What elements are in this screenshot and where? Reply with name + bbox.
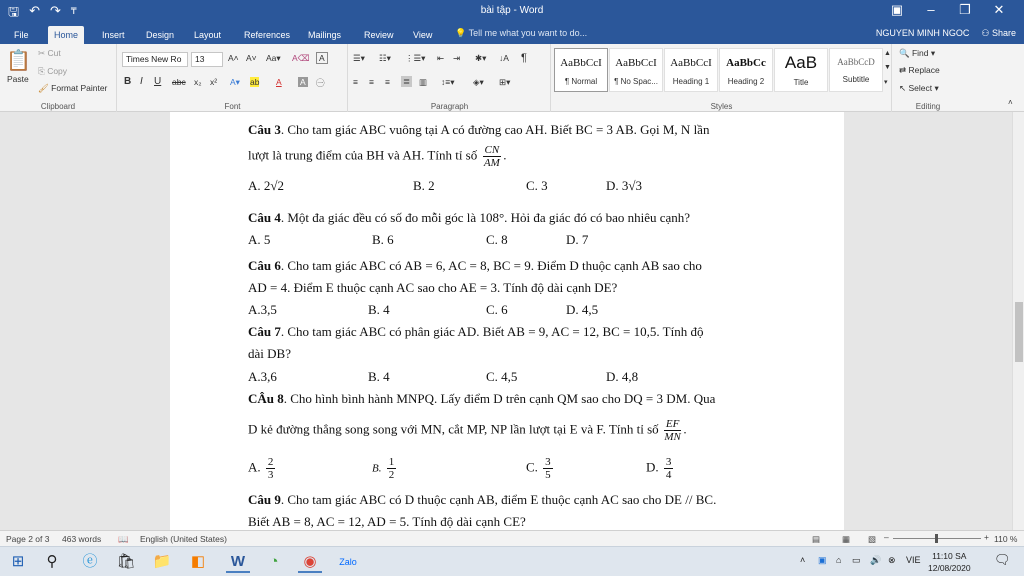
app-icon[interactable]: ◧: [190, 553, 206, 570]
web-layout-icon[interactable]: ▧: [868, 534, 877, 544]
style-normal[interactable]: [554, 48, 608, 92]
user-area: [876, 28, 1016, 39]
style-name: ¶ No Spac...: [614, 77, 658, 86]
italic-button[interactable]: I: [140, 76, 143, 87]
q8-d-letter: D.: [646, 459, 659, 475]
zoom-in-icon[interactable]: +: [984, 532, 989, 542]
align-center-icon[interactable]: ≡: [369, 77, 374, 87]
cursor-icon: ↖: [899, 83, 907, 93]
q8-line-2: D kẻ đường thẳng song song với MN, cắt MP, NP lần lượt tại E và F. Tính tỉ số $\frac{EF}{MN}$ .: [248, 418, 687, 443]
title-bar: [0, 0, 1024, 24]
minimize-button[interactable]: –: [927, 2, 935, 17]
show-marks-icon[interactable]: ¶: [521, 52, 527, 64]
ribbon-tabs: [0, 24, 1024, 44]
font-group: [118, 44, 348, 112]
q9-text-1: . Cho tam giác ABC có D thuộc cạnh AB, điểm E thuộc cạnh AC sao cho DE // BC.: [280, 492, 717, 507]
style-preview: AaBbCcD: [837, 57, 875, 67]
q8-frac-num: EF: [665, 418, 680, 430]
notification-icon[interactable]: 🗨: [994, 552, 1011, 567]
q8-frac-den: MN: [664, 431, 681, 443]
tell-me-text: Tell me what you want to do...: [468, 28, 588, 38]
zoom-level[interactable]: 110 %: [994, 534, 1018, 544]
q8-b-num: 1: [388, 456, 395, 468]
redo-icon[interactable]: ↷: [49, 3, 61, 18]
bullets-icon[interactable]: ☰▾: [353, 53, 365, 63]
q8-a-num: 2: [267, 456, 274, 468]
tab-file[interactable]: File: [14, 30, 29, 40]
shrink-font-icon[interactable]: A˅: [246, 53, 257, 63]
zoom-out-icon[interactable]: –: [884, 532, 889, 542]
style-name: Heading 1: [672, 77, 710, 86]
styles-label: Styles: [710, 102, 733, 111]
sort-icon[interactable]: ↓A: [499, 53, 509, 63]
replace-icon: ⇄: [899, 65, 907, 75]
char-border-icon[interactable]: A: [316, 52, 328, 64]
collapse-ribbon-icon[interactable]: ˄: [1008, 98, 1013, 107]
q8-a-den: 3: [267, 469, 274, 481]
q6-option-c: C. 6: [486, 302, 508, 317]
vertical-scrollbar[interactable]: [1012, 112, 1024, 530]
q3-option-c: C. 3: [526, 178, 548, 193]
volume-icon[interactable]: 🔊: [870, 555, 882, 565]
styles-group: [552, 44, 892, 112]
decrease-indent-icon[interactable]: ⇤: [437, 53, 445, 63]
q8-b-fraction: [387, 456, 397, 481]
q8-text-1: . Cho hình bình hành MNPQ. Lấy điểm D trên cạnh QM sao cho DQ = 3 DM. Qua: [283, 391, 716, 406]
editing-label: Editing: [915, 102, 941, 111]
q7-text-1: . Cho tam giác ABC có phân giác AD. Biết AB = 9, AC = 12, BC = 10,5. Tính độ: [280, 324, 704, 339]
ribbon-display-icon[interactable]: ▣: [890, 2, 904, 17]
q4-line-1: [248, 210, 690, 226]
brush-icon: 🖌: [38, 83, 49, 93]
shading-paragraph-icon[interactable]: ◈▾: [473, 77, 484, 87]
q3-frac-den: AM: [483, 157, 500, 169]
read-mode-icon[interactable]: ▤: [812, 534, 821, 544]
share-label: Share: [991, 28, 1016, 38]
tell-me-box[interactable]: [455, 28, 587, 39]
q8-option-a: [248, 456, 277, 481]
tab-layout[interactable]: Layout: [194, 30, 222, 40]
q6-line-2: AD = 4. Điểm E thuộc cạnh AC sao cho AE = 3. Tính độ dài cạnh DE?: [248, 280, 618, 295]
copy-label: Copy: [47, 66, 68, 76]
enclose-char-icon[interactable]: ㊀: [316, 78, 325, 88]
document-page[interactable]: [170, 112, 844, 530]
coccoc-icon[interactable]: ◔: [269, 553, 279, 570]
search-icon[interactable]: ⚲: [46, 553, 58, 570]
page-count[interactable]: Page 2 of 3: [6, 534, 50, 544]
style-no-spacing[interactable]: [609, 48, 663, 92]
font-label: Font: [224, 102, 241, 111]
align-left-icon[interactable]: ≡: [353, 77, 358, 87]
tray-chevron-icon[interactable]: ˄: [800, 555, 806, 565]
q6-option-b: B. 4: [368, 302, 390, 317]
cut-button[interactable]: [38, 48, 61, 59]
q8-option-b: [372, 456, 398, 481]
clock-time: 11:10 SA: [932, 551, 967, 561]
q3-head: Câu 3: [248, 122, 281, 137]
edge-icon[interactable]: ⓔ: [82, 553, 98, 570]
style-subtitle[interactable]: [829, 48, 883, 92]
q8-option-d: [646, 456, 675, 481]
language-indicator[interactable]: English (United States): [140, 534, 227, 544]
status-bar: [0, 530, 1024, 546]
battery-icon[interactable]: ▭: [852, 555, 861, 565]
ime-icon[interactable]: ⊗: [888, 555, 896, 565]
increase-indent-icon[interactable]: ⇥: [453, 53, 461, 63]
paragraph-group: [349, 44, 551, 112]
customize-qat-icon[interactable]: ₸: [70, 6, 77, 16]
format-painter-button[interactable]: [38, 83, 107, 94]
search-icon: 🔍: [899, 48, 910, 58]
shading-icon[interactable]: A: [300, 77, 306, 87]
taskbar: [0, 546, 1024, 576]
q3-line-1: [248, 122, 709, 138]
word-taskbar-icon[interactable]: W: [226, 551, 250, 573]
font-color-icon[interactable]: A: [276, 77, 282, 87]
q8-c-letter: C.: [526, 459, 538, 475]
highlight-icon[interactable]: ab: [250, 77, 260, 87]
q6-line-1: [248, 258, 702, 274]
styles-more-icon[interactable]: ▾: [884, 79, 888, 86]
q3-option-a: A. 2√2: [248, 178, 285, 193]
q8-a-fraction: [266, 456, 276, 481]
find-label: Find: [911, 48, 929, 58]
q3-frac-num: CN: [484, 144, 500, 156]
paragraph-label: Paragraph: [430, 102, 469, 111]
justify-icon[interactable]: ≣: [403, 76, 411, 86]
paste-icon[interactable]: 📋: [6, 50, 31, 72]
q9-line-1: [248, 492, 716, 508]
q3-option-b: B. 2: [413, 178, 435, 193]
style-heading-2[interactable]: [719, 48, 773, 92]
q4-option-b: B. 6: [372, 232, 394, 247]
tab-review[interactable]: Review: [364, 30, 394, 40]
q7-option-b: B. 4: [368, 369, 390, 384]
numbering-icon[interactable]: ☷▾: [379, 53, 391, 63]
q8-option-c: [526, 456, 555, 481]
q4-head: Câu 4: [248, 210, 281, 225]
scissors-icon: ✂: [38, 48, 46, 58]
q8-c-den: 5: [545, 469, 551, 481]
proofing-icon[interactable]: 📖: [118, 534, 129, 544]
share-button[interactable]: ⚇ Share: [981, 28, 1016, 38]
copy-icon: ⎘: [38, 66, 45, 76]
grow-font-icon[interactable]: A˄: [228, 53, 239, 63]
q9-head: Câu 9: [248, 492, 281, 507]
style-preview: AaBbCcI: [670, 57, 712, 69]
styles-scroll-up-icon[interactable]: ▲: [884, 50, 891, 57]
style-name: Subtitle: [842, 75, 870, 84]
cut-label: Cut: [47, 48, 61, 58]
clipboard-label: Clipboard: [40, 102, 76, 111]
style-preview: AaBbCc: [726, 57, 766, 69]
font-size-box[interactable]: 13: [191, 52, 223, 67]
q4-option-a: A. 5: [248, 232, 271, 247]
user-name[interactable]: NGUYEN MINH NGOC: [875, 28, 970, 38]
q8-c-fraction: [543, 456, 553, 481]
file-explorer-icon[interactable]: 📁: [152, 553, 172, 570]
document-area: [0, 112, 1012, 530]
tab-references[interactable]: References: [244, 30, 291, 40]
q6-option-d: D. 4,5: [566, 302, 599, 317]
print-layout-icon[interactable]: ▦: [842, 534, 851, 544]
select-button[interactable]: ↖ Select ▾: [899, 83, 939, 93]
chrome-icon[interactable]: ◉: [298, 551, 322, 573]
borders-icon[interactable]: ⊞▾: [499, 77, 511, 87]
restore-button[interactable]: ❐: [959, 2, 971, 17]
q7-head: Câu 7: [248, 324, 281, 339]
word-count[interactable]: 463 words: [62, 534, 102, 544]
paste-button[interactable]: Paste: [7, 74, 29, 84]
style-name: Heading 2: [727, 77, 765, 86]
change-case-icon[interactable]: Aa▾: [266, 53, 281, 63]
q4-option-c: C. 8: [486, 232, 508, 247]
scrollbar-thumb[interactable]: [1015, 302, 1023, 362]
style-preview: AaBbCcI: [615, 57, 657, 69]
q3-line-2: lượt là trung điểm của BH và AH. Tính tỉ số $\frac{CN}{AM}$ .: [248, 144, 507, 169]
system-clock[interactable]: [928, 550, 971, 574]
style-name: ¶ Normal: [564, 77, 598, 86]
zalo-icon[interactable]: Zalo: [339, 557, 357, 567]
q6-option-a: A.3,5: [248, 302, 277, 317]
clock-date: 12/08/2020: [928, 563, 971, 573]
multilevel-icon[interactable]: ⋮☰▾: [405, 53, 426, 63]
q3-option-d: D. 3√3: [606, 178, 643, 193]
store-icon[interactable]: 🛍: [116, 553, 136, 570]
q3-text-1: . Cho tam giác ABC vuông tại A có đường cao AH. Biết BC = 3 AB. Gọi M, N lần: [280, 122, 710, 137]
q9-line-2: Biết AB = 8, AC = 12, AD = 5. Tính độ dài cạnh CE?: [248, 514, 526, 529]
style-preview: AaBbCcI: [560, 57, 602, 69]
input-language[interactable]: VIE: [906, 555, 921, 565]
tab-design[interactable]: Design: [146, 30, 175, 40]
font-name-box[interactable]: Times New Ro: [122, 52, 188, 67]
bold-button[interactable]: B: [124, 76, 132, 87]
q7-line-2: dài DB?: [248, 346, 291, 361]
distributed-icon[interactable]: ▥: [419, 77, 428, 87]
q4-option-d: D. 7: [566, 232, 589, 247]
q7-line-1: [248, 324, 703, 340]
q7-option-c: C. 4,5: [486, 369, 518, 384]
clear-format-icon[interactable]: A⌫: [292, 53, 310, 63]
tab-home[interactable]: Home: [48, 26, 84, 44]
style-preview: AaB: [784, 53, 818, 72]
style-name: Title: [793, 78, 809, 87]
q3-fraction: [483, 144, 502, 169]
subscript-button[interactable]: x₂: [194, 77, 202, 87]
select-label: Select: [908, 83, 933, 93]
style-title[interactable]: [774, 48, 828, 92]
q8-d-num: 3: [665, 456, 672, 468]
tab-mailings[interactable]: Mailings: [308, 30, 342, 40]
q6-text-1: . Cho tam giác ABC có AB = 6, AC = 8, BC = 9. Điểm D thuộc cạnh AB sao cho: [280, 258, 702, 273]
clipboard-group: [0, 44, 117, 112]
q8-line-1: [248, 391, 715, 407]
save-icon[interactable]: 🖫: [8, 4, 20, 19]
q8-head: CÂu 8: [248, 391, 284, 406]
q8-text-2: D kẻ đường thẳng song song với MN, cắt MP, NP lần lượt tại E và F. Tính tỉ số: [248, 421, 659, 437]
lightbulb-icon: 💡: [455, 28, 467, 38]
ribbon-home: [0, 44, 1024, 112]
q8-b-letter: B.: [372, 462, 382, 475]
tray-app-icon[interactable]: ▣: [818, 555, 827, 565]
replace-button[interactable]: [899, 65, 940, 76]
q4-text-1: . Một đa giác đều có số đo mỗi góc là 108°. Hỏi đa giác đó có bao nhiêu cạnh?: [280, 210, 691, 225]
underline-button[interactable]: U: [154, 76, 162, 87]
format-painter-label: Format Painter: [51, 83, 108, 93]
zoom-knob[interactable]: [935, 534, 938, 543]
close-button[interactable]: ✕: [993, 2, 1005, 17]
q8-b-den: 2: [388, 469, 395, 481]
superscript-button[interactable]: x²: [210, 77, 218, 87]
q7-option-a: A.3,6: [248, 369, 277, 384]
find-button[interactable]: 🔍 Find ▾: [899, 48, 936, 58]
tab-insert[interactable]: Insert: [102, 30, 125, 40]
q8-fraction: [664, 418, 681, 443]
q8-d-fraction: [664, 456, 674, 481]
q8-c-num: 3: [545, 456, 551, 468]
q7-option-d: D. 4,8: [606, 369, 639, 384]
align-right-icon[interactable]: ≡: [385, 77, 390, 87]
q8-a-letter: A.: [248, 459, 261, 475]
tab-view[interactable]: View: [413, 30, 433, 40]
network-icon[interactable]: ⌂: [836, 555, 842, 565]
styles-scroll-down-icon[interactable]: ▼: [884, 64, 891, 71]
undo-icon[interactable]: ↶: [29, 3, 40, 18]
asian-layout-icon[interactable]: ✱▾: [475, 53, 487, 63]
line-spacing-icon[interactable]: ↕≡▾: [441, 77, 455, 87]
style-heading-1[interactable]: [664, 48, 718, 92]
text-effects-icon[interactable]: A▾: [230, 77, 240, 87]
q8-d-den: 4: [665, 469, 672, 481]
copy-button[interactable]: [38, 66, 67, 77]
start-icon[interactable]: ⊞: [11, 553, 25, 570]
window-controls: [880, 2, 1016, 18]
replace-label: Replace: [908, 65, 940, 75]
strikethrough-button[interactable]: abc: [172, 77, 186, 87]
q3-text-2: lượt là trung điểm của BH và AH. Tính tỉ số: [248, 147, 478, 163]
editing-group: [893, 44, 963, 112]
q6-head: Câu 6: [248, 258, 281, 273]
window-title: bài tập - Word: [480, 5, 544, 16]
